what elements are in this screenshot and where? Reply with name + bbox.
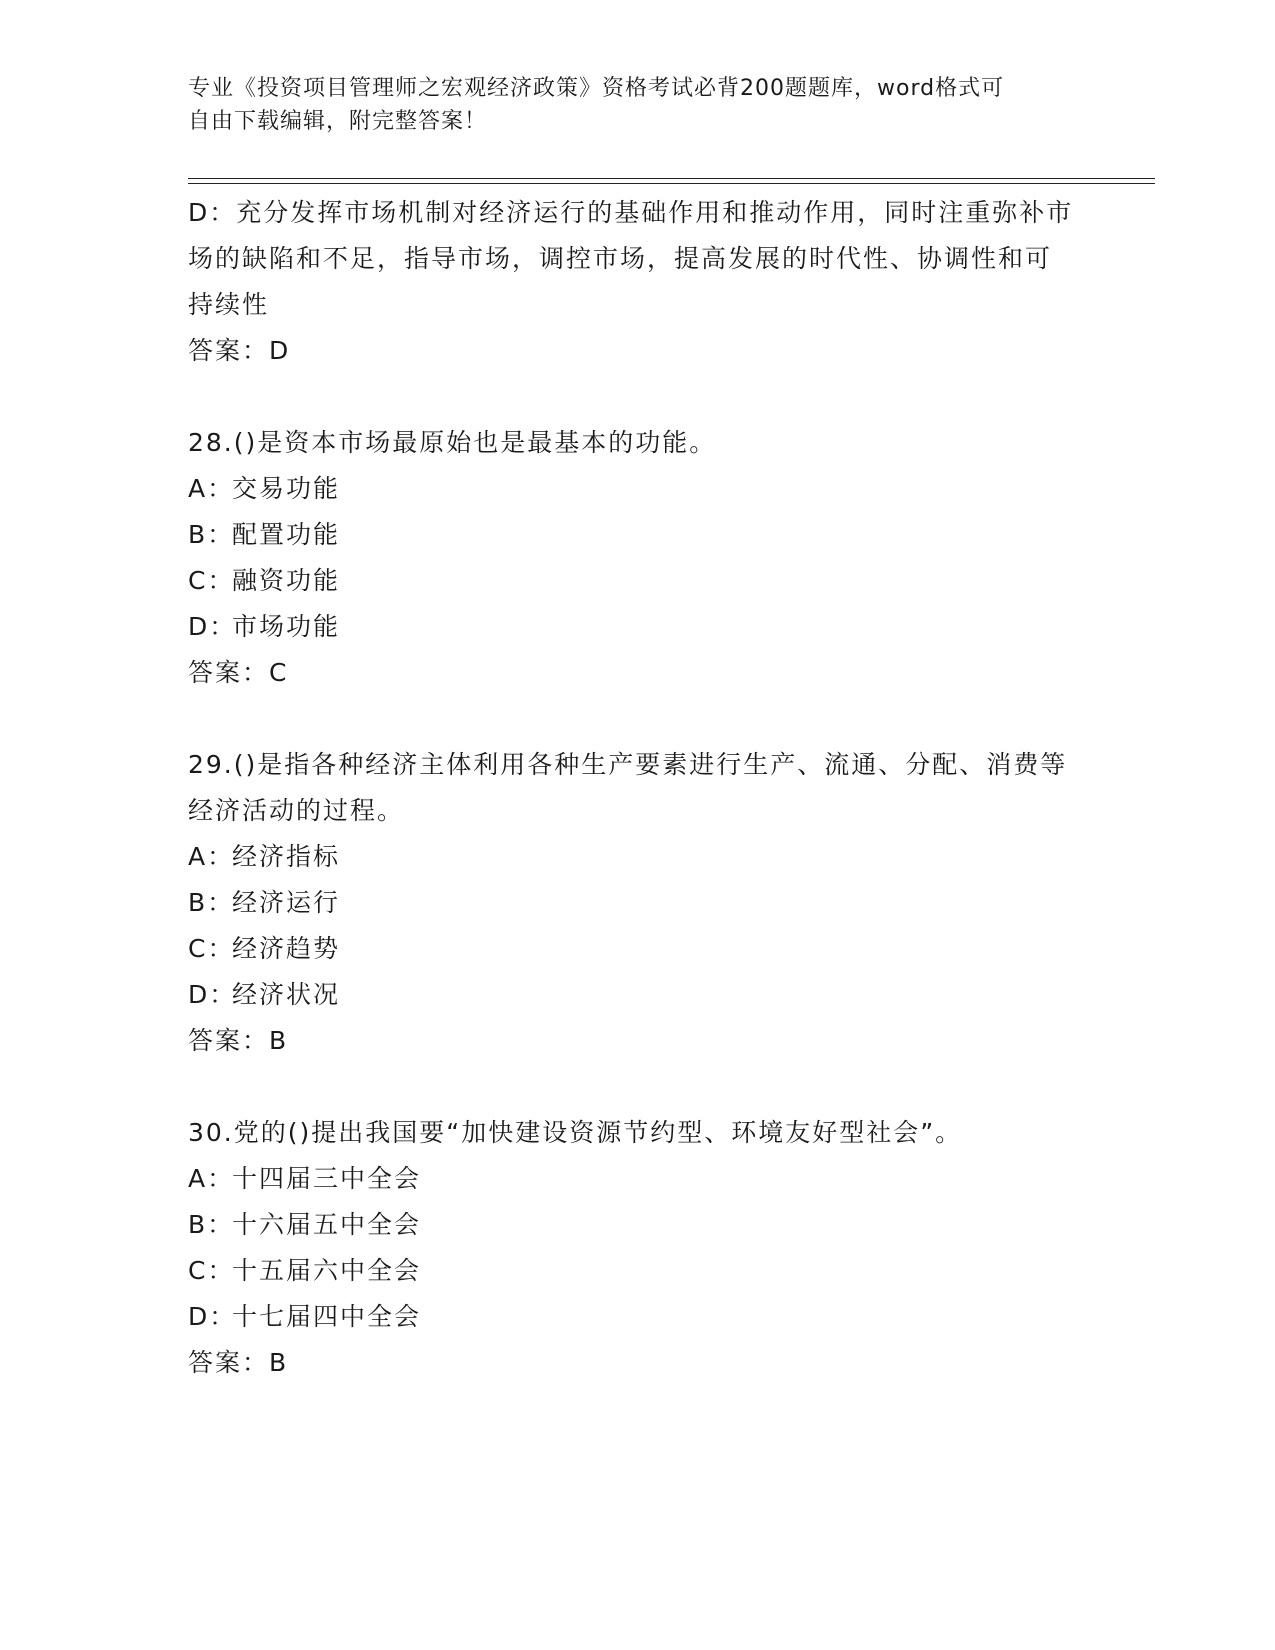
option-label: D： <box>188 980 237 1009</box>
header-title-line-1: 专业《投资项目管理师之宏观经济政策》资格考试必背200题题库，word格式可 <box>188 76 1005 101</box>
spacer <box>188 696 1088 742</box>
option-c <box>188 926 1088 972</box>
header-double-rule <box>188 178 1155 184</box>
continued-option-d <box>188 190 1076 328</box>
option-text: 市场功能 <box>232 612 341 641</box>
option-text: 经济指标 <box>232 842 341 871</box>
answer-line: 答案：C <box>188 658 289 687</box>
question-block-28 <box>188 420 1088 696</box>
option-text: 经济状况 <box>232 980 341 1009</box>
option-d <box>188 972 1088 1018</box>
option-b <box>188 1202 1088 1248</box>
answer-line: 答案：B <box>188 1348 289 1377</box>
option-label: D： <box>188 612 237 641</box>
option-a <box>188 466 1088 512</box>
option-text: 交易功能 <box>232 474 341 503</box>
question-stem: 28.()是资本市场最原始也是最基本的功能。 <box>188 428 717 457</box>
option-c <box>188 1248 1088 1294</box>
option-a <box>188 834 1088 880</box>
option-d <box>188 604 1088 650</box>
option-label: C： <box>188 1256 235 1285</box>
question-block-30 <box>188 1110 1088 1386</box>
question-stem: 30.党的()提出我国要“加快建设资源节约型、环境友好型社会”。 <box>188 1118 963 1147</box>
option-label: C： <box>188 934 235 963</box>
option-text: 融资功能 <box>232 566 341 595</box>
option-text: 十五届六中全会 <box>232 1256 422 1285</box>
option-text: 十六届五中全会 <box>232 1210 422 1239</box>
option-b <box>188 512 1088 558</box>
option-label: A： <box>188 474 235 503</box>
option-label: C： <box>188 566 235 595</box>
spacer <box>188 374 1088 420</box>
option-d <box>188 1294 1088 1340</box>
header-title-line-2: 自由下载编辑，附完整答案！ <box>188 109 488 134</box>
option-text: 十四届三中全会 <box>232 1164 422 1193</box>
question-stem: 29.()是指各种经济主体利用各种生产要素进行生产、流通、分配、消费等经济活动的过程。 <box>188 750 1068 825</box>
answer-line: 答案：B <box>188 1026 289 1055</box>
question-block-29 <box>188 742 1088 1064</box>
document-header <box>188 72 1088 138</box>
option-a <box>188 1156 1088 1202</box>
spacer <box>188 1064 1088 1110</box>
question-content <box>188 190 1088 1386</box>
answer-line: 答案：D <box>188 336 291 365</box>
option-label: A： <box>188 842 235 871</box>
option-text: 经济趋势 <box>232 934 341 963</box>
option-label: A： <box>188 1164 235 1193</box>
option-b <box>188 880 1088 926</box>
option-label: B： <box>188 1210 235 1239</box>
option-label: D： <box>188 1302 237 1331</box>
option-label: B： <box>188 888 235 917</box>
option-text: 配置功能 <box>232 520 341 549</box>
option-text: 充分发挥市场机制对经济运行的基础作用和推动作用，同时注重弥补市场的缺陷和不足，指导市场，调控市场，提高发展的时代性、协调性和可持续性 <box>188 198 1074 319</box>
option-text: 经济运行 <box>232 888 341 917</box>
option-text: 十七届四中全会 <box>232 1302 422 1331</box>
option-label: B： <box>188 520 235 549</box>
option-label: D： <box>188 198 237 227</box>
option-c <box>188 558 1088 604</box>
